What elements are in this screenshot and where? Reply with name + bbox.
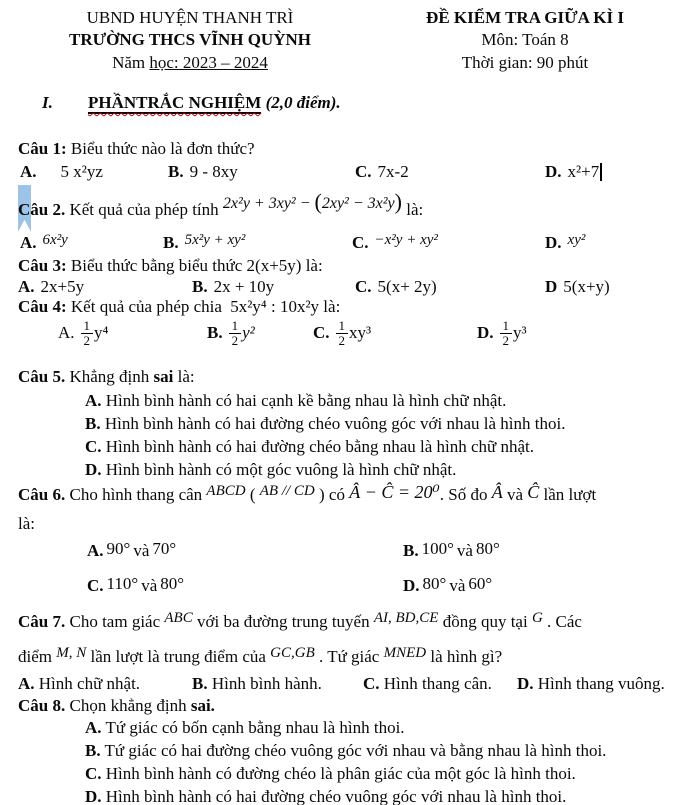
option-value: Tứ giác có hai đường chéo vuông góc với nhau và bằng nhau là hình thoi.	[100, 741, 607, 760]
option-value: Hình thang vuông.	[533, 674, 665, 693]
q4-option-b	[207, 317, 255, 349]
q8-option-a	[85, 718, 405, 738]
text-run: . Số đo	[439, 485, 492, 504]
option-label: A.	[58, 323, 75, 342]
question-8-bold-word: sai.	[190, 696, 215, 715]
q2-option-d	[545, 233, 585, 254]
q3-option-a	[18, 277, 84, 297]
q3-option-b	[192, 277, 274, 297]
fraction-denominator: 2	[336, 333, 349, 348]
q5-option-d	[85, 460, 456, 480]
text-run: (	[245, 485, 260, 504]
option-value: Hình thang cân.	[379, 674, 492, 693]
duration-text: Thời gian: 90 phút	[461, 53, 589, 72]
option-label: D.	[403, 576, 420, 595]
q7-option-a	[18, 674, 140, 694]
option-value: 6x²y	[42, 232, 68, 248]
fraction-numerator: 1	[83, 317, 91, 333]
fraction-denominator: 2	[229, 333, 242, 348]
math-run: Â − Ĉ = 20⁰	[349, 482, 440, 502]
degree-value: 80°	[160, 574, 185, 593]
option-label: D.	[545, 162, 562, 181]
degree-value: 60°	[468, 574, 493, 593]
option-label: A.	[20, 233, 37, 252]
year-value: học: 2023 – 2024	[149, 53, 268, 72]
paren-open: (	[314, 189, 322, 214]
question-4-label: Câu 4:	[18, 297, 67, 316]
q2-option-b	[163, 233, 245, 254]
question-3-label: Câu 3:	[18, 256, 67, 275]
option-value: Hình bình hành có một góc vuông là hình chữ nhật.	[101, 460, 457, 479]
formula-inner: 2xy² − 3x²y	[321, 195, 395, 212]
math-run: G	[531, 610, 543, 626]
fraction-numerator: 1	[231, 317, 239, 333]
question-5-text-after: là:	[173, 367, 195, 386]
q6-option-a	[87, 541, 179, 561]
question-2-label: Câu 2.	[18, 200, 66, 219]
question-4-suffix: là:	[319, 297, 341, 316]
question-1	[18, 139, 255, 159]
option-label: D.	[85, 787, 102, 805]
option-label: B.	[168, 162, 184, 181]
fraction-numerator: 1	[338, 317, 346, 333]
question-8-text: Chọn khẳng định	[65, 696, 191, 715]
question-7-line2	[18, 647, 502, 668]
option-label: B.	[163, 233, 179, 252]
option-value: Hình chữ nhật.	[34, 674, 141, 693]
exam-title	[390, 8, 660, 28]
option-value: 5 x²yz	[60, 162, 103, 181]
option-value: Hình bình hành.	[207, 674, 322, 693]
option-value: y²	[242, 323, 255, 342]
fraction-numerator: 1	[502, 317, 510, 333]
section-title-text: PHẦNTRẮC NGHIỆM	[88, 93, 262, 112]
degree-value: 90°	[106, 539, 131, 558]
math-run: ABCD	[206, 483, 246, 499]
math-run: Â	[491, 482, 503, 502]
text-run: . Tứ giác	[314, 647, 384, 666]
question-7-label: Câu 7.	[18, 612, 66, 631]
section-title	[88, 93, 261, 114]
text-run: điểm	[18, 647, 57, 666]
text-run: lần lượt là trung điểm của	[86, 647, 271, 666]
fraction	[500, 319, 513, 347]
fraction	[336, 319, 349, 347]
q7-option-c	[363, 674, 492, 694]
q3-option-d	[545, 277, 610, 297]
text-run: đồng quy tại	[438, 612, 532, 631]
option-label: D.	[85, 460, 102, 479]
school-name: TRƯỜNG THCS VĨNH QUỲNH	[69, 30, 311, 49]
option-label: A.	[85, 718, 102, 737]
option-label: D	[545, 277, 558, 296]
q2-option-a	[20, 233, 68, 254]
q7-option-d	[517, 674, 665, 694]
fraction	[81, 319, 94, 347]
option-value: 2x + 10y	[213, 277, 275, 296]
exam-duration	[390, 53, 660, 73]
text-run: Cho tam giác	[65, 612, 165, 631]
degree-value: 80°	[422, 574, 447, 593]
option-value: Hình bình hành có hai đường chéo bằng nhau là hình chữ nhật.	[101, 437, 535, 456]
option-label: B.	[85, 414, 101, 433]
option-label: D.	[477, 323, 494, 342]
option-label: A.	[18, 277, 35, 296]
text-run: và	[133, 541, 150, 560]
q5-option-a	[85, 391, 506, 411]
question-2-formula	[222, 189, 402, 214]
exam-subject	[390, 30, 660, 50]
q3-option-c	[355, 277, 437, 297]
question-2-suffix: là:	[401, 200, 424, 219]
section-points: (2,0 điểm).	[261, 93, 341, 112]
q4-option-d	[477, 317, 527, 349]
question-6-line1	[18, 484, 596, 506]
text-run: là hình gì?	[426, 647, 503, 666]
degree-value: 110°	[106, 574, 139, 593]
q8-option-c	[85, 764, 576, 784]
section-heading	[42, 93, 341, 113]
section-numeral: I.	[42, 93, 53, 112]
question-4-text: Kết quả của phép chia	[66, 297, 227, 316]
option-label: A.	[20, 162, 37, 181]
q2-option-c	[352, 233, 438, 254]
question-3-text: Biểu thức bằng biểu thức 2(x+5y) là:	[66, 256, 323, 275]
option-label: D.	[517, 674, 534, 693]
option-value: Hình bình hành có đường chéo là phân giác của một góc là hình thoi.	[101, 764, 576, 783]
q6-option-d	[403, 576, 495, 596]
text-run: và	[449, 576, 466, 595]
header-school-year	[40, 53, 340, 73]
question-7-line1	[18, 612, 582, 633]
subject-text: Môn: Toán 8	[481, 30, 569, 49]
q5-option-b	[85, 414, 565, 434]
fraction-denominator: 2	[81, 333, 94, 348]
question-1-text: Biểu thức nào là đơn thức?	[66, 139, 255, 158]
question-8-label: Câu 8.	[18, 696, 66, 715]
q7-option-b	[192, 674, 322, 694]
question-4	[18, 297, 340, 317]
question-6-line2	[18, 514, 35, 534]
text-run: là:	[18, 514, 35, 533]
option-label: B.	[403, 541, 419, 560]
option-label: A.	[18, 674, 35, 693]
option-label: B.	[192, 674, 208, 693]
question-5-label: Câu 5.	[18, 367, 66, 386]
option-value: y⁴	[94, 323, 109, 342]
text-run: Cho hình thang cân	[65, 485, 207, 504]
question-5	[18, 367, 195, 387]
option-value: Tứ giác có bốn cạnh bằng nhau là hình thoi.	[101, 718, 405, 737]
header-school	[40, 30, 340, 50]
option-label: B.	[85, 741, 101, 760]
q8-option-d	[85, 787, 566, 805]
option-value: −x²y + xy²	[374, 232, 438, 248]
option-value: xy³	[349, 323, 372, 342]
q1-option-a	[20, 162, 103, 182]
question-2-text: Kết quả của phép tính	[65, 200, 223, 219]
question-1-label: Câu 1:	[18, 139, 67, 158]
math-run: AB // CD	[259, 483, 315, 499]
fraction	[229, 319, 242, 347]
q6-option-c	[87, 576, 187, 596]
text-run: ) có	[314, 485, 350, 504]
option-label: C.	[87, 576, 104, 595]
math-run: MNED	[383, 645, 427, 661]
option-label: C.	[313, 323, 330, 342]
option-value: 2x+5y	[40, 277, 85, 296]
exam-title-text: ĐỀ KIỂM TRA GIỮA KÌ I	[426, 8, 624, 27]
option-label: B.	[207, 323, 223, 342]
math-run: GC,GB	[270, 645, 315, 661]
option-value: 5x²y + xy²	[184, 232, 246, 248]
q8-option-b	[85, 741, 606, 761]
q5-option-c	[85, 437, 534, 457]
text-run: và	[141, 576, 158, 595]
degree-value: 80°	[475, 539, 500, 558]
year-prefix: Năm	[112, 53, 150, 72]
option-value: 5(x+ 2y)	[377, 277, 437, 296]
question-3	[18, 256, 323, 276]
q4-option-c	[313, 317, 371, 349]
org-name: UBND HUYỆN THANH TRÌ	[86, 8, 294, 27]
text-run: và	[456, 541, 473, 560]
degree-value: 70°	[152, 539, 177, 558]
math-run: ABC	[164, 610, 193, 626]
q1-option-c	[355, 162, 409, 182]
option-value: xy²	[567, 232, 586, 248]
option-value: Hình bình hành có hai đường chéo vuông góc với nhau là hình thoi.	[100, 414, 566, 433]
option-value: y³	[513, 323, 527, 342]
option-value: Hình bình hành có hai đường chéo vuông góc với nhau là hình thoi.	[101, 787, 567, 805]
option-label: B.	[192, 277, 208, 296]
paren-close: )	[394, 189, 402, 214]
q6-option-b	[403, 541, 503, 561]
option-label: D.	[545, 233, 562, 252]
option-label: C.	[352, 233, 369, 252]
question-8	[18, 696, 215, 716]
option-value: 5(x+y)	[563, 277, 610, 296]
text-run: và	[502, 485, 528, 504]
q4-option-a	[58, 317, 108, 349]
text-run: với ba đường trung tuyến	[192, 612, 374, 631]
text-run: . Các	[542, 612, 582, 631]
option-label: C.	[85, 764, 102, 783]
math-run: Ĉ	[527, 482, 540, 502]
formula-pre: 2x²y + 3xy² −	[222, 195, 315, 212]
header-org	[40, 8, 340, 28]
option-value: 7x-2	[377, 162, 409, 181]
option-value: x²+7	[567, 162, 600, 181]
option-value: Hình bình hành có hai cạnh kề bằng nhau là hình chữ nhật.	[101, 391, 507, 410]
option-label: C.	[355, 162, 372, 181]
option-label: C.	[85, 437, 102, 456]
question-6-label: Câu 6.	[18, 485, 66, 504]
text-cursor	[600, 163, 602, 181]
option-label: A.	[85, 391, 102, 410]
q1-option-b	[168, 162, 238, 182]
degree-value: 100°	[421, 539, 454, 558]
math-run: AI, BD,CE	[373, 610, 439, 626]
question-2	[18, 189, 424, 221]
option-label: C.	[363, 674, 380, 693]
option-value: 9 - 8xy	[189, 162, 238, 181]
math-run: M, N	[56, 645, 87, 661]
question-5-bold-word: sai	[153, 367, 174, 386]
option-label: C.	[355, 277, 372, 296]
question-4-formula: 5x²y⁴ : 10x²y	[230, 297, 320, 316]
text-run: lần lượt	[539, 485, 597, 504]
question-5-text: Khẳng định	[65, 367, 154, 386]
q1-option-d	[545, 162, 602, 182]
fraction-denominator: 2	[500, 333, 513, 348]
option-label: A.	[87, 541, 104, 560]
